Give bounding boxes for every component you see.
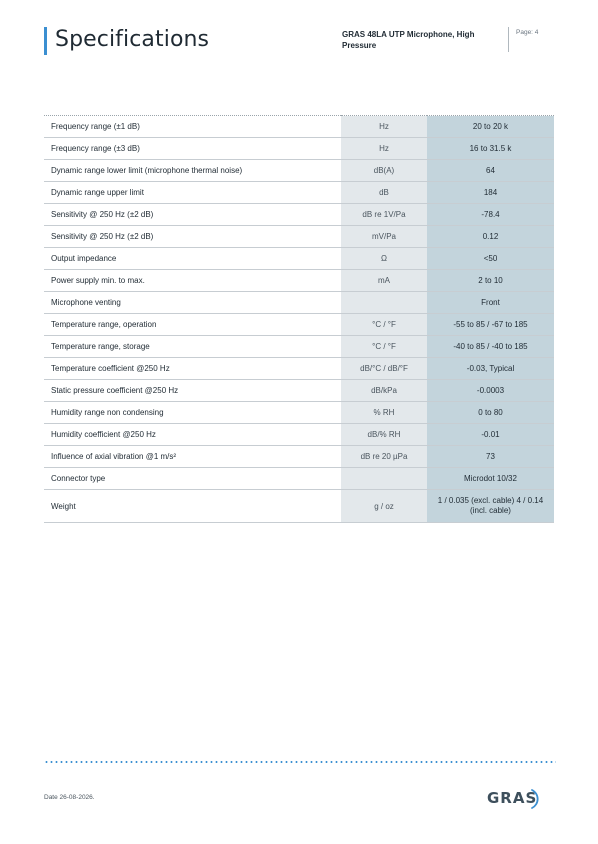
footer-date: Date 26-08-2026.: [44, 794, 95, 801]
spec-value: -55 to 85 / -67 to 185: [453, 319, 528, 329]
spec-value-cell: [427, 204, 554, 226]
table-row: [44, 226, 554, 248]
spec-value: 0.12: [482, 231, 499, 241]
spec-parameter: Temperature range, storage: [44, 336, 341, 358]
spec-unit: dB(A): [341, 160, 427, 182]
logo-arc-icon: [487, 783, 549, 813]
spec-unit: Ω: [341, 248, 427, 270]
spec-value-cell: [427, 138, 554, 160]
spec-value: -78.4: [481, 209, 500, 219]
table-row: [44, 490, 554, 523]
spec-unit: % RH: [341, 402, 427, 424]
spec-value-cell: [427, 424, 554, 446]
header-divider: [508, 27, 509, 52]
table-row: [44, 314, 554, 336]
spec-unit: mV/Pa: [341, 226, 427, 248]
spec-value-cell: [427, 380, 554, 402]
spec-unit: dB/°C / dB/°F: [341, 358, 427, 380]
spec-parameter: Weight: [44, 490, 341, 523]
spec-unit: dB/% RH: [341, 424, 427, 446]
logo-text: GRAS: [487, 789, 538, 807]
spec-value: <50: [483, 253, 498, 263]
spec-value: 16 to 31.5 k: [469, 143, 512, 153]
table-row: [44, 204, 554, 226]
spec-value: -40 to 85 / -40 to 185: [453, 341, 528, 351]
table-row: [44, 292, 554, 314]
spec-value-cell: [427, 292, 554, 314]
spec-value: 64: [486, 165, 495, 175]
spec-unit: °C / °F: [341, 314, 427, 336]
spec-parameter: Sensitivity @ 250 Hz (±2 dB): [44, 226, 341, 248]
spec-value-cell: [427, 160, 554, 182]
spec-value: 1 / 0.035 (excl. cable) 4 / 0.14 (incl. cable): [437, 496, 544, 515]
spec-parameter: Humidity coefficient @250 Hz: [44, 424, 341, 446]
spec-value: 184: [483, 187, 498, 197]
title-accent-bar: [44, 27, 47, 55]
spec-unit: dB re 1V/Pa: [341, 204, 427, 226]
spec-parameter: Frequency range (±1 dB): [44, 116, 341, 138]
table-row: [44, 336, 554, 358]
table-row: [44, 138, 554, 160]
spec-parameter: Influence of axial vibration @1 m/s²: [44, 446, 341, 468]
spec-value-cell: [427, 336, 554, 358]
spec-value-cell: [427, 358, 554, 380]
footer-divider: [44, 761, 556, 763]
spec-unit: Hz: [341, 116, 427, 138]
spec-value-cell: [427, 248, 554, 270]
table-row: [44, 116, 554, 138]
table-row: [44, 182, 554, 204]
spec-unit: dB re 20 µPa: [341, 446, 427, 468]
specifications-table: [44, 115, 554, 523]
page-title: Specifications: [55, 27, 210, 52]
spec-parameter: Dynamic range lower limit (microphone thermal noise): [44, 160, 341, 182]
spec-parameter: Temperature range, operation: [44, 314, 341, 336]
table-row: [44, 424, 554, 446]
page-number: Page: 4: [516, 29, 539, 36]
spec-unit: [341, 292, 427, 314]
spec-parameter: Static pressure coefficient @250 Hz: [44, 380, 341, 402]
table-row: [44, 248, 554, 270]
spec-unit: mA: [341, 270, 427, 292]
table-row: [44, 380, 554, 402]
spec-unit: [341, 468, 427, 490]
spec-value: Microdot 10/32: [464, 473, 517, 483]
table-row: [44, 402, 554, 424]
spec-value: -0.0003: [476, 385, 505, 395]
spec-value-cell: [427, 226, 554, 248]
spec-value: -0.03, Typical: [466, 363, 515, 373]
spec-value-cell: [427, 490, 554, 523]
spec-unit: Hz: [341, 138, 427, 160]
spec-parameter: Humidity range non condensing: [44, 402, 341, 424]
spec-unit: dB/kPa: [341, 380, 427, 402]
spec-value-cell: [427, 314, 554, 336]
spec-unit: g / oz: [341, 490, 427, 523]
spec-parameter: Microphone venting: [44, 292, 341, 314]
spec-parameter: Sensitivity @ 250 Hz (±2 dB): [44, 204, 341, 226]
spec-parameter: Connector type: [44, 468, 341, 490]
product-name: GRAS 48LA UTP Microphone, High Pressure: [342, 30, 475, 50]
spec-value: -0.01: [481, 429, 500, 439]
spec-value: Front: [481, 297, 500, 307]
spec-value-cell: [427, 116, 554, 138]
spec-value-cell: [427, 468, 554, 490]
spec-parameter: Frequency range (±3 dB): [44, 138, 341, 160]
spec-parameter: Power supply min. to max.: [44, 270, 341, 292]
spec-value-cell: [427, 182, 554, 204]
table-row: [44, 358, 554, 380]
spec-unit: dB: [341, 182, 427, 204]
spec-value-cell: [427, 270, 554, 292]
gras-logo: [487, 783, 549, 813]
spec-unit: °C / °F: [341, 336, 427, 358]
table-row: [44, 270, 554, 292]
spec-value: 0 to 80: [478, 407, 503, 417]
table-row: [44, 468, 554, 490]
spec-value-cell: [427, 402, 554, 424]
spec-parameter: Dynamic range upper limit: [44, 182, 341, 204]
spec-value: 20 to 20 k: [472, 121, 509, 131]
spec-parameter: Output impedance: [44, 248, 341, 270]
spec-value: 73: [486, 451, 495, 461]
spec-parameter: Temperature coefficient @250 Hz: [44, 358, 341, 380]
spec-value: 2 to 10: [478, 275, 503, 285]
table-row: [44, 446, 554, 468]
table-row: [44, 160, 554, 182]
spec-value-cell: [427, 446, 554, 468]
